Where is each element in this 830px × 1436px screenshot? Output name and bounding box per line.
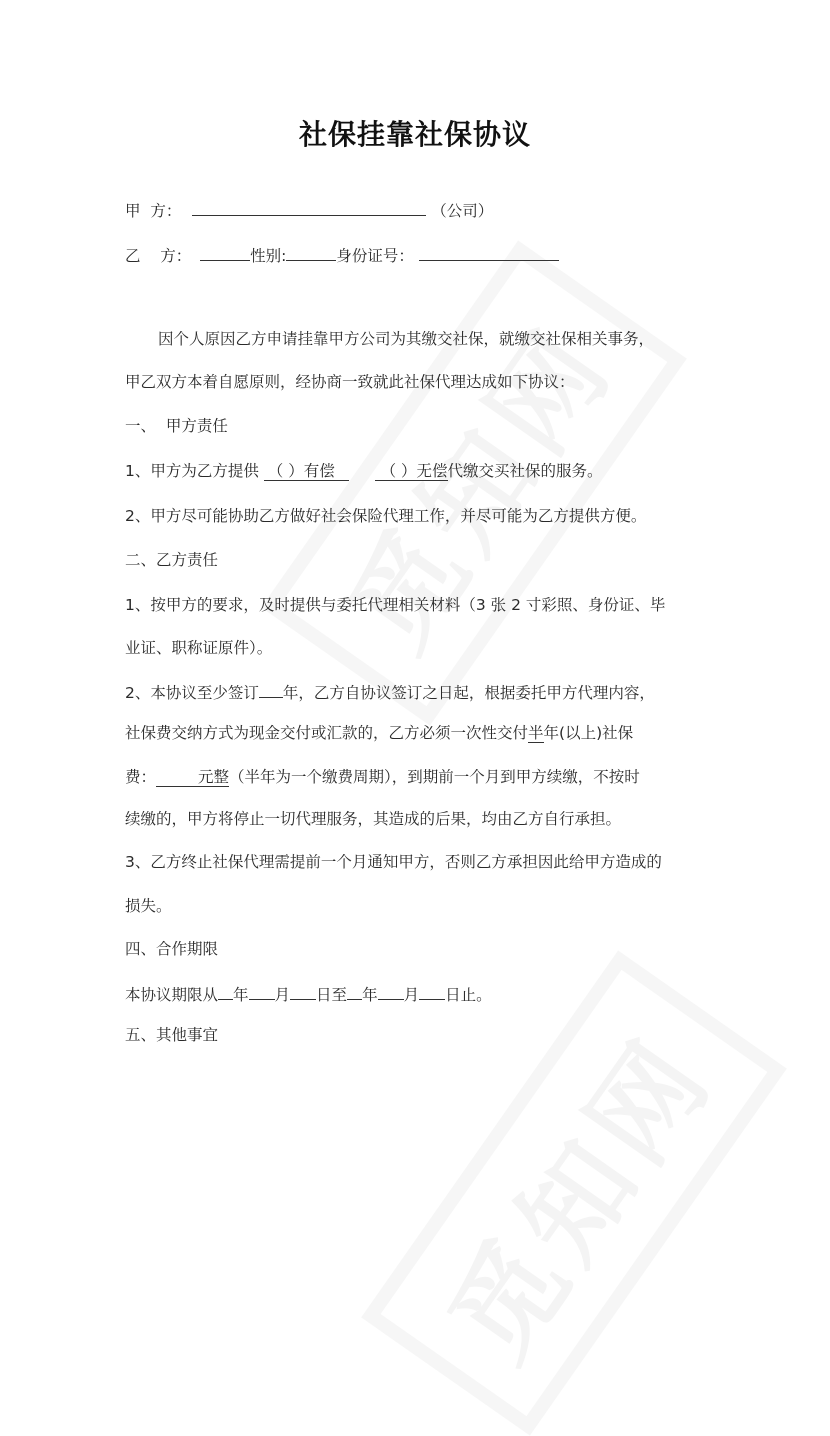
start-year-blank[interactable]: [218, 982, 233, 1000]
document-title: 社保挂靠社保协议: [298, 118, 531, 151]
half-year-value[interactable]: 半: [528, 724, 544, 742]
section-2-item-3-line-2: 损失。: [125, 897, 172, 915]
text: 年(以上)社保: [543, 724, 634, 742]
party-b-label: 乙 方：: [125, 247, 192, 265]
section-4-heading: 四、合作期限: [125, 940, 219, 958]
section-2-item-2-line-4: 续缴的，甲方将停止一切代理服务，其造成的后果，均由乙方自行承担。: [125, 810, 622, 828]
item-1-prefix: 1、甲方为乙方提供: [125, 462, 264, 480]
text: （半年为一个缴费周期），到期前一个月到甲方续缴，不按时: [229, 768, 640, 786]
section-1-item-1: [125, 460, 603, 482]
party-b-line: [125, 243, 559, 267]
section-2-item-2-line-3: [125, 766, 640, 788]
text: 月: [403, 986, 420, 1004]
section-5-heading: 五、其他事宜: [125, 1026, 219, 1044]
text: 日止。: [445, 986, 492, 1004]
section-2-item-1-line-2: 业证、职称证原件）。: [125, 639, 273, 657]
id-label: 身份证号：: [336, 247, 414, 265]
section-1-heading: 一、 甲方责任: [125, 417, 228, 435]
item-1-suffix: 代缴交买社保的服务。: [447, 462, 603, 480]
watermark: [361, 950, 787, 1435]
party-a-suffix: （公司）: [431, 202, 494, 220]
watermark: [261, 240, 687, 725]
text: 年，乙方自协议签订之日起，根据委托甲方代理内容，: [282, 684, 655, 702]
text: 月: [274, 986, 291, 1004]
start-month-blank[interactable]: [249, 982, 275, 1000]
section-2-item-2-line-1: [125, 680, 655, 704]
section-2-item-3-line-1: 3、乙方终止社保代理需提前一个月通知甲方，否则乙方承担因此给甲方造成的: [125, 853, 662, 871]
party-a-label: 甲 方：: [125, 202, 182, 220]
gender-label: 性别:: [250, 247, 287, 265]
section-1-item-2: 2、甲方尽可能协助乙方做好社会保险代理工作，并尽可能为乙方提供方便。: [125, 507, 647, 525]
text: 年: [233, 986, 249, 1004]
intro-line-2: 甲乙双方本着自愿原则，经协商一致就此社保代理达成如下协议：: [125, 373, 575, 391]
section-2-heading: 二、乙方责任: [125, 551, 219, 569]
party-a-line: [125, 198, 493, 222]
text: 费：: [125, 768, 157, 786]
term-line: [125, 982, 492, 1006]
start-day-blank[interactable]: [290, 982, 316, 1000]
amount-blank[interactable]: 元整: [156, 768, 229, 787]
text: 年: [362, 986, 378, 1004]
section-2-item-2-line-2: [125, 722, 633, 744]
text: 社保费交纳方式为现金交付或汇款的，乙方必须一次性交付: [125, 724, 529, 742]
text: 日至: [316, 986, 348, 1004]
text: 2、本协议至少签订: [125, 684, 259, 702]
id-number-blank[interactable]: [419, 243, 559, 261]
end-month-blank[interactable]: [378, 982, 404, 1000]
years-blank[interactable]: [259, 680, 283, 698]
party-a-blank[interactable]: [192, 198, 426, 216]
party-b-name-blank[interactable]: [200, 243, 250, 261]
end-day-blank[interactable]: [419, 982, 445, 1000]
gender-blank[interactable]: [286, 243, 336, 261]
end-year-blank[interactable]: [347, 982, 362, 1000]
intro-line-1: 因个人原因乙方申请挂靠甲方公司为其缴交社保，就缴交社保相关事务，: [158, 330, 655, 348]
section-2-item-1-line-1: 1、按甲方的要求，及时提供与委托代理相关材料（3 张 2 寸彩照、身份证、毕: [125, 596, 666, 614]
text: 本协议期限从: [125, 986, 219, 1004]
free-option[interactable]: （ ）无偿: [375, 462, 448, 481]
paid-option[interactable]: （ ）有偿: [264, 462, 349, 481]
